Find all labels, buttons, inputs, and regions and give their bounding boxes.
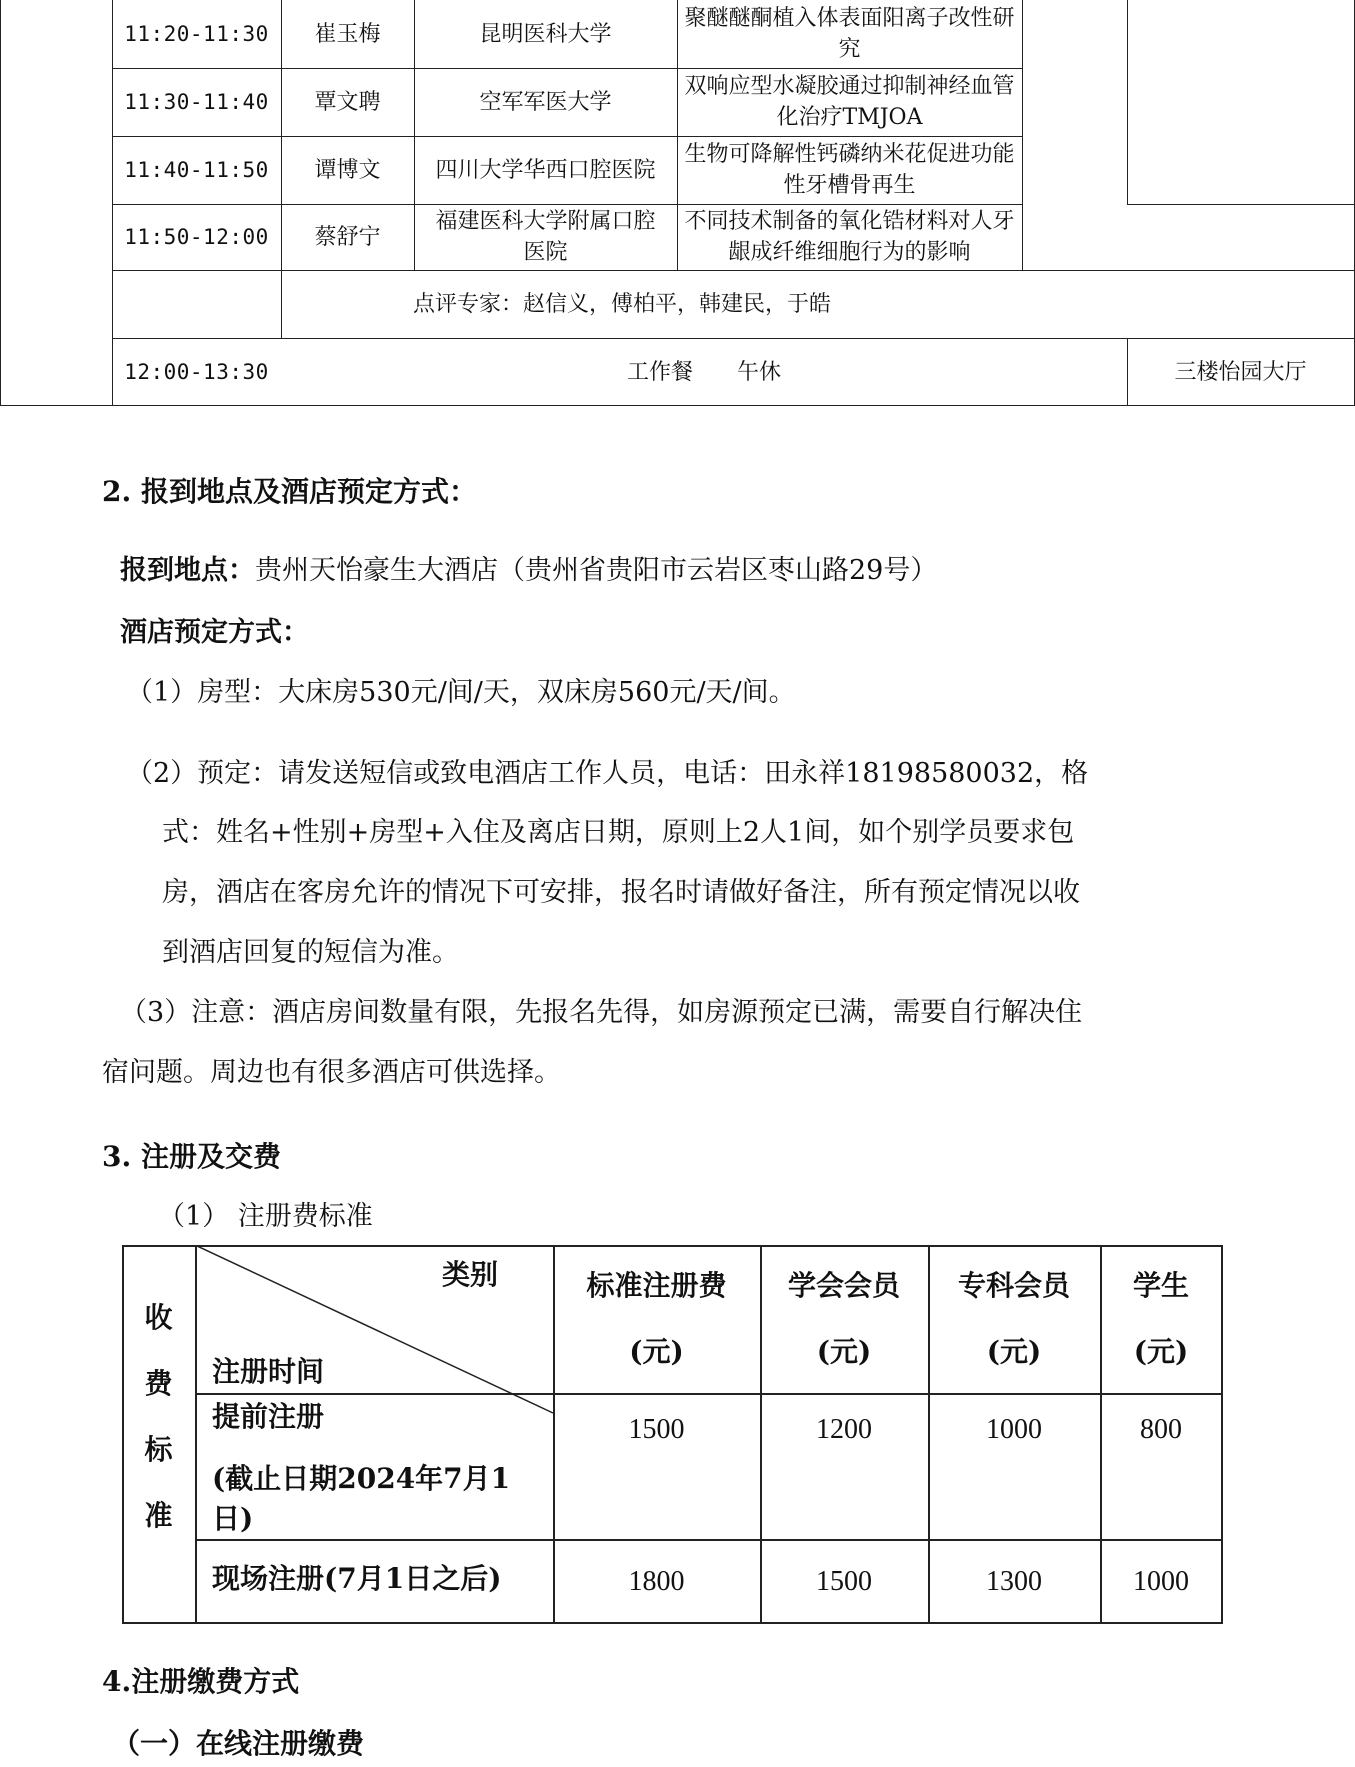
session-time: 11:40-11:50 (124, 157, 269, 182)
booking-item-line: 到酒店回复的短信为准。 (162, 937, 459, 968)
speaker-name: 覃文聘 (314, 89, 381, 115)
hotel-booking-label: 酒店预定方式： (120, 617, 309, 648)
row-label-line: (截止日期2024年7月1 (212, 1462, 511, 1495)
speaker-name: 蔡舒宁 (314, 224, 381, 250)
fee-value: 1300 (986, 1566, 1042, 1597)
column-unit: (元) (816, 1335, 872, 1368)
column-header-standard (553, 1245, 760, 1393)
onsite-registration-label: 现场注册(7月1日之后) (212, 1562, 502, 1595)
checkin-value: 贵州天怡豪生大酒店（贵州省贵阳市云岩区枣山路29号） (255, 555, 938, 586)
booking-item-line: 房，酒店在客房允许的情况下可安排，报名时请做好备注，所有预定情况以收 (162, 877, 1080, 908)
talk-topic: 双响应型水凝胶通过抑制神经血管化治疗TMJOA (684, 74, 1015, 130)
fee-standard-side-label (122, 1285, 195, 1549)
column-name: 学生 (1132, 1269, 1189, 1302)
early-registration-label (212, 1397, 510, 1539)
fee-value: 1000 (1133, 1566, 1189, 1597)
section-3-heading: 3. 注册及交费 (102, 1140, 281, 1173)
corner-time-label: 注册时间 (212, 1355, 325, 1388)
section-2-heading: 2. 报到地点及酒店预定方式： (102, 475, 477, 508)
fee-value: 1200 (816, 1414, 872, 1445)
fee-standard-subheading: （1） 注册费标准 (158, 1201, 373, 1232)
speaker-organization: 空军军医大学 (479, 89, 612, 115)
column-name: 专科会员 (957, 1269, 1070, 1302)
session-time: 11:20-11:30 (124, 21, 269, 46)
speaker-organization: 昆明医科大学 (479, 21, 612, 47)
column-header-society-member (760, 1245, 928, 1393)
checkin-line (120, 551, 937, 591)
side-label-char: 标 (144, 1433, 173, 1466)
fee-table (122, 1245, 1223, 1624)
speaker-organization: 福建医科大学附属口腔医院 (435, 209, 656, 265)
speaker-name: 崔玉梅 (314, 21, 381, 47)
column-header-student (1100, 1245, 1222, 1393)
talk-topic: 生物可降解性钙磷纳米花促进功能性牙槽骨再生 (684, 142, 1015, 198)
column-unit: (元) (629, 1335, 684, 1368)
fee-value: 1000 (986, 1414, 1042, 1445)
fee-value: 1500 (816, 1566, 872, 1597)
speaker-organization: 四川大学华西口腔医院 (435, 157, 656, 183)
booking-item-line: 式：姓名+性别+房型+入住及离店日期，原则上2人1间，如个别学员要求包 (162, 817, 1075, 848)
fee-value: 1800 (628, 1566, 685, 1597)
corner-category-label: 类别 (442, 1258, 499, 1291)
column-unit: (元) (1133, 1335, 1189, 1368)
checkin-label: 报到地点： (120, 555, 255, 586)
lunch-venue: 三楼怡园大厅 (1174, 359, 1307, 385)
room-type-item: （1）房型：大床房530元/间/天，双床房560元/天/间。 (126, 677, 796, 708)
session-time: 11:50-12:00 (124, 224, 269, 249)
column-name: 标准注册费 (586, 1269, 727, 1302)
column-unit: (元) (986, 1335, 1042, 1368)
booking-item-line: （2）预定：请发送短信或致电酒店工作人员，电话：田永祥18198580032，格 (126, 758, 1089, 789)
fee-value: 1500 (628, 1414, 685, 1445)
schedule-table (0, 0, 1355, 406)
session-time: 11:30-11:40 (124, 89, 269, 114)
side-label-char: 收 (144, 1301, 173, 1334)
reviewers-row: 点评专家：赵信义，傅柏平，韩建民，于皓 (412, 291, 831, 317)
side-label-char: 准 (144, 1499, 173, 1532)
notice-item-line: 宿问题。周边也有很多酒店可供选择。 (102, 1057, 561, 1088)
side-label-char: 费 (144, 1367, 173, 1400)
notice-item-line: （3）注意：酒店房间数量有限，先报名先得，如房源预定已满，需要自行解决住 (120, 997, 1083, 1028)
talk-topic: 不同技术制备的氧化锆材料对人牙龈成纤维细胞行为的影响 (684, 209, 1015, 265)
row-label-line: 提前注册 (212, 1400, 325, 1433)
talk-topic: 聚醚醚酮植入体表面阳离子改性研究 (684, 6, 1015, 62)
section-4-heading: 4.注册缴费方式 (102, 1665, 300, 1698)
online-registration-subheading: （一）在线注册缴费 (112, 1727, 365, 1760)
speaker-name: 谭博文 (314, 157, 381, 183)
column-name: 学会会员 (787, 1269, 900, 1302)
column-header-specialty-member (928, 1245, 1100, 1393)
fee-value: 800 (1140, 1414, 1182, 1445)
row-label-line: 日) (212, 1502, 254, 1535)
lunch-activity: 工作餐 午休 (626, 359, 781, 385)
lunch-time: 12:00-13:30 (124, 359, 269, 384)
